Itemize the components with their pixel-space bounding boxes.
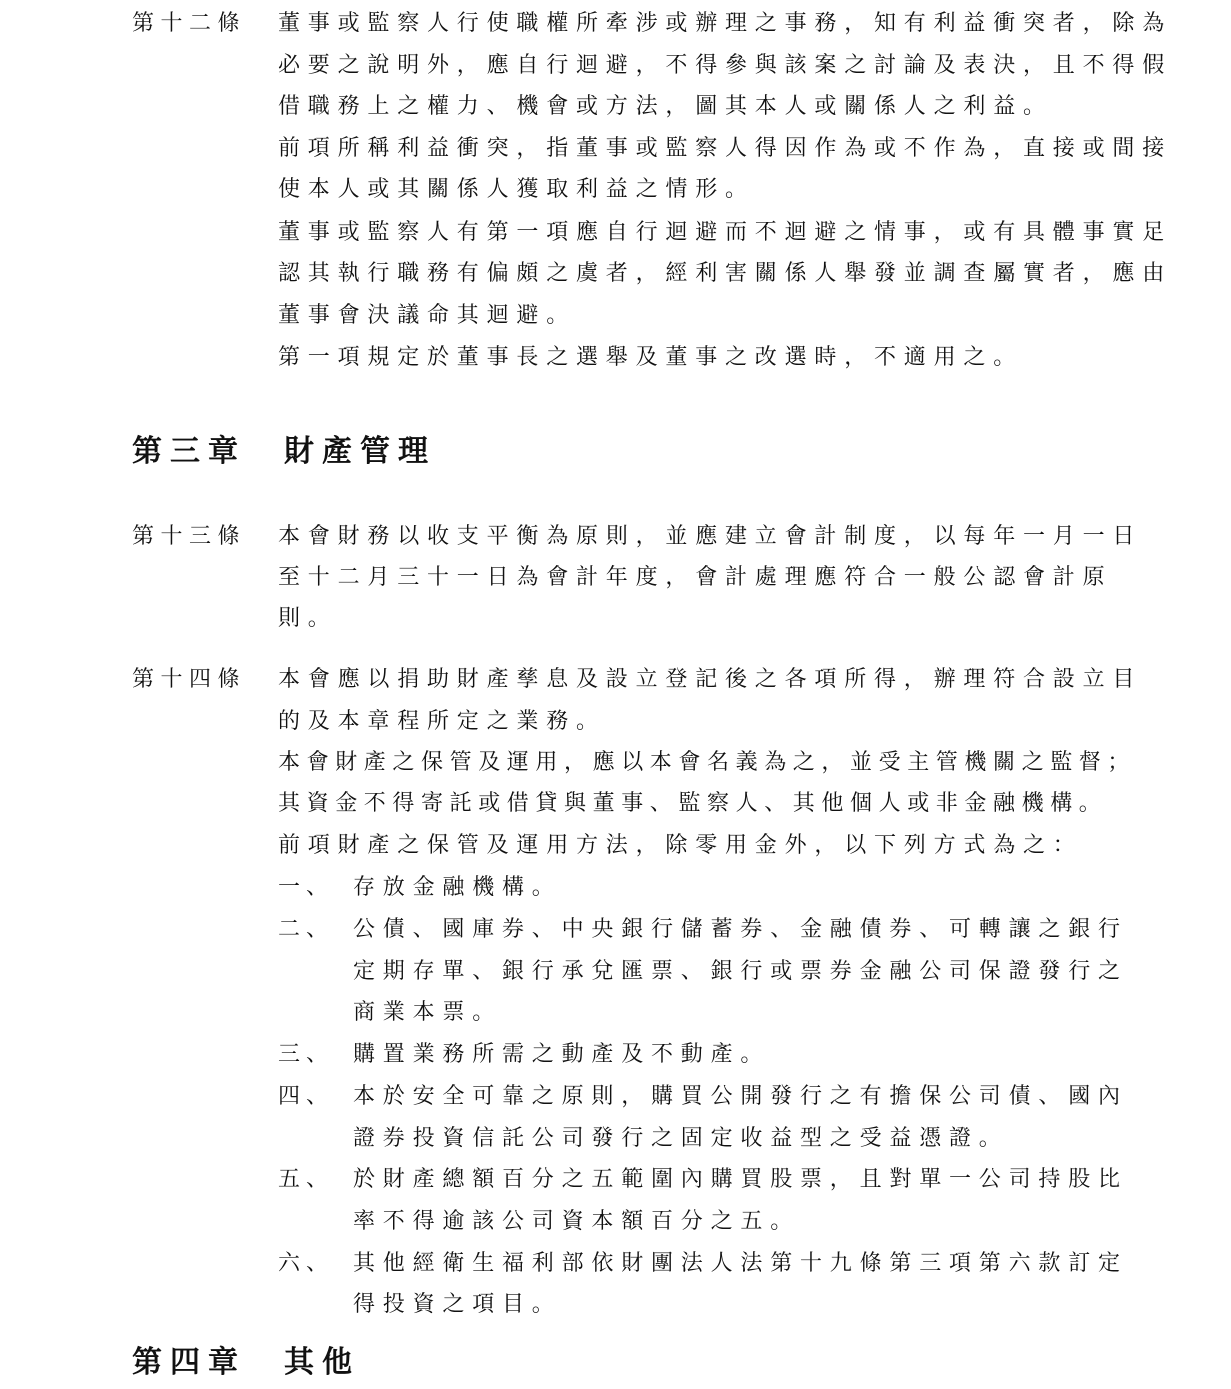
article-14-line: 前項財產之保管及運用方法，除零用金外，以下列方式為之： <box>278 833 1083 858</box>
item-marker: 一、 <box>278 875 335 900</box>
item-marker: 六、 <box>278 1251 335 1276</box>
chapter-3-number: 第三章 <box>132 434 246 469</box>
article-14-line: 其資金不得寄託或借貸與董事、監察人、其他個人或非金融機構。 <box>278 791 1108 816</box>
item-line: 其他經衛生福利部依財團法人法第十九條第三項第六款訂定 <box>353 1251 1128 1276</box>
article-13-label: 第十三條 <box>132 524 247 549</box>
item-marker: 二、 <box>278 917 335 942</box>
article-12-line: 董事或監察人有第一項應自行迴避而不迴避之情事，或有具體事實足 <box>278 220 1173 245</box>
article-14-line: 的及本章程所定之業務。 <box>278 709 606 734</box>
article-12-line: 董事或監察人行使職權所牽涉或辦理之事務，知有利益衝突者，除為 <box>278 11 1173 36</box>
chapter-3-heading <box>132 434 436 470</box>
item-line: 商業本票。 <box>353 1000 503 1025</box>
item-line: 於財產總額百分之五範圍內購買股票，且對單一公司持股比 <box>353 1167 1128 1192</box>
item-line: 公債、國庫券、中央銀行儲蓄券、金融債券、可轉讓之銀行 <box>353 917 1128 942</box>
chapter-4-title: 其他 <box>284 1345 360 1380</box>
item-line: 率不得逾該公司資本額百分之五。 <box>353 1209 801 1234</box>
article-14-line: 本會應以捐助財產孳息及設立登記後之各項所得，辦理符合設立目 <box>278 667 1143 692</box>
chapter-3-title: 財產管理 <box>284 434 436 469</box>
article-13-line: 則。 <box>278 606 338 631</box>
item-line: 證券投資信託公司發行之固定收益型之受益憑證。 <box>353 1126 1009 1151</box>
chapter-4-number: 第四章 <box>132 1345 246 1380</box>
item-line: 存放金融機構。 <box>353 875 562 900</box>
article-12-line: 使本人或其關係人獲取利益之情形。 <box>278 177 755 202</box>
item-line: 購置業務所需之動產及不動產。 <box>353 1042 771 1067</box>
article-14-line: 本會財產之保管及運用，應以本會名義為之，並受主管機關之監督； <box>278 750 1137 775</box>
item-marker: 四、 <box>278 1084 335 1109</box>
article-12-line: 認其執行職務有偏頗之虞者，經利害關係人舉發並調查屬實者，應由 <box>278 261 1173 286</box>
chapter-4-heading <box>132 1345 360 1381</box>
article-12-line: 前項所稱利益衝突，指董事或監察人得因作為或不作為，直接或間接 <box>278 136 1173 161</box>
item-line: 定期存單、銀行承兌匯票、銀行或票券金融公司保證發行之 <box>353 959 1128 984</box>
article-13-line: 本會財務以收支平衡為原則，並應建立會計制度，以每年一月一日 <box>278 524 1143 549</box>
item-line: 本於安全可靠之原則，購買公開發行之有擔保公司債、國內 <box>353 1084 1128 1109</box>
article-12-line: 第一項規定於董事長之選舉及董事之改選時，不適用之。 <box>278 345 1024 370</box>
item-marker: 五、 <box>278 1167 335 1192</box>
article-12-line: 必要之說明外，應自行迴避，不得參與該案之討論及表決，且不得假 <box>278 53 1173 78</box>
article-12-line: 借職務上之權力、機會或方法，圖其本人或關係人之利益。 <box>278 94 1053 119</box>
item-marker: 三、 <box>278 1042 335 1067</box>
article-12-label: 第十二條 <box>132 11 247 36</box>
article-14-label: 第十四條 <box>132 667 247 692</box>
article-13-line: 至十二月三十一日為會計年度，會計處理應符合一般公認會計原 <box>278 565 1113 590</box>
item-line: 得投資之項目。 <box>353 1292 562 1317</box>
article-12-line: 董事會決議命其迴避。 <box>278 303 577 328</box>
